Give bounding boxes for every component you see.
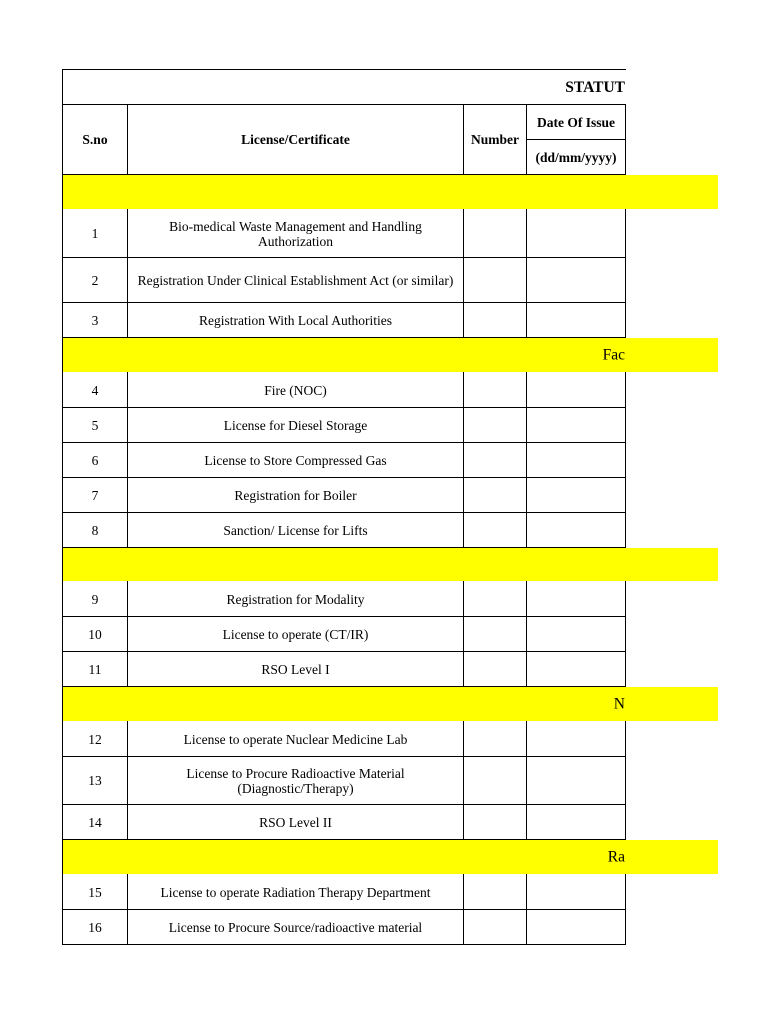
row-license-name: License to operate Nuclear Medicine Lab xyxy=(183,731,408,747)
grid-line-vertical xyxy=(463,721,464,757)
grid-line-vertical xyxy=(625,756,626,805)
grid-line-vertical xyxy=(526,909,527,945)
grid-line-vertical xyxy=(526,407,527,443)
row-number-cell[interactable] xyxy=(464,258,526,302)
grid-line-vertical xyxy=(127,804,128,840)
row-date-cell[interactable] xyxy=(527,373,625,407)
grid-line-vertical xyxy=(526,512,527,548)
row-sno: 13 xyxy=(88,773,102,788)
row-date-cell[interactable] xyxy=(527,303,625,337)
grid-line-vertical xyxy=(62,302,63,338)
row-date-cell[interactable] xyxy=(527,805,625,839)
row-date-cell[interactable] xyxy=(527,478,625,512)
grid-line-vertical xyxy=(625,874,626,910)
grid-line-vertical xyxy=(62,512,63,548)
grid-line-vertical xyxy=(127,372,128,408)
grid-line-vertical xyxy=(62,209,63,258)
grid-line-vertical xyxy=(127,257,128,303)
grid-line-vertical xyxy=(463,651,464,687)
grid-line-vertical xyxy=(463,616,464,652)
grid-line-vertical xyxy=(127,104,128,175)
grid-line-vertical xyxy=(526,209,527,258)
row-license-name: Registration for Boiler xyxy=(234,487,357,503)
grid-line-vertical xyxy=(526,804,527,840)
grid-line-vertical xyxy=(526,756,527,805)
grid-line-vertical xyxy=(625,804,626,840)
grid-line-vertical xyxy=(463,477,464,513)
grid-line-vertical xyxy=(625,651,626,687)
grid-line-horizontal xyxy=(62,756,626,757)
grid-line-vertical xyxy=(625,104,626,175)
grid-line-vertical xyxy=(127,616,128,652)
grid-line-vertical xyxy=(127,721,128,757)
grid-line-vertical xyxy=(463,104,464,175)
grid-line-vertical xyxy=(463,874,464,910)
grid-line-horizontal xyxy=(62,302,626,303)
row-license-name: License for Diesel Storage xyxy=(223,417,368,433)
section-label: Fac xyxy=(602,346,625,364)
row-license-name: License to Store Compressed Gas xyxy=(204,452,387,468)
row-sno: 15 xyxy=(88,884,102,900)
grid-line-horizontal xyxy=(62,477,626,478)
grid-line-vertical xyxy=(127,209,128,258)
row-sno: 14 xyxy=(88,814,102,830)
row-date-cell[interactable] xyxy=(527,443,625,477)
grid-line-vertical xyxy=(127,651,128,687)
row-license-name: Fire (NOC) xyxy=(264,382,327,398)
row-license-name: RSO Level I xyxy=(261,661,330,677)
grid-line-vertical xyxy=(625,209,626,258)
row-license-name: License to operate Radiation Therapy Department xyxy=(160,884,431,900)
row-license-name: Registration Under Clinical Establishment Act (or similar) xyxy=(137,272,454,288)
grid-line-horizontal xyxy=(62,651,626,652)
section-band xyxy=(63,175,718,209)
row-date-cell[interactable] xyxy=(527,652,625,686)
row-date-cell[interactable] xyxy=(527,258,625,302)
grid-line-vertical xyxy=(526,372,527,408)
section-band xyxy=(63,338,718,372)
grid-line-vertical xyxy=(625,442,626,478)
row-number-cell[interactable] xyxy=(464,513,526,547)
grid-line-vertical xyxy=(526,581,527,617)
grid-line-horizontal xyxy=(62,547,626,548)
row-sno: 2 xyxy=(91,272,99,288)
grid-line-horizontal xyxy=(62,804,626,805)
section-band xyxy=(63,548,718,581)
grid-line-vertical xyxy=(127,407,128,443)
row-license-name: Registration for Modality xyxy=(226,591,365,607)
grid-line-vertical xyxy=(127,909,128,945)
row-sno: 4 xyxy=(91,382,99,398)
grid-line-vertical xyxy=(625,512,626,548)
grid-line-horizontal xyxy=(62,69,626,70)
row-sno: 10 xyxy=(88,626,102,642)
grid-line-vertical xyxy=(526,651,527,687)
grid-line-vertical xyxy=(463,257,464,303)
row-sno: 16 xyxy=(88,919,102,935)
section-label: N xyxy=(613,695,625,713)
grid-line-horizontal xyxy=(62,839,626,840)
grid-line-vertical xyxy=(526,721,527,757)
grid-line-vertical xyxy=(526,302,527,338)
row-number-cell[interactable] xyxy=(464,805,526,839)
grid-line-vertical xyxy=(625,407,626,443)
grid-line-vertical xyxy=(463,407,464,443)
grid-line-vertical xyxy=(62,407,63,443)
row-date-cell[interactable] xyxy=(527,513,625,547)
grid-line-vertical xyxy=(62,69,63,175)
section-band xyxy=(63,687,718,721)
row-date-cell[interactable] xyxy=(527,408,625,442)
grid-line-vertical xyxy=(625,372,626,408)
row-number-cell[interactable] xyxy=(464,910,526,944)
grid-line-vertical xyxy=(526,616,527,652)
grid-line-vertical xyxy=(62,477,63,513)
row-sno: 11 xyxy=(88,661,102,677)
header-date-format: (dd/mm/yyyy) xyxy=(535,149,617,165)
row-date-cell[interactable] xyxy=(527,910,625,944)
row-license-name: License to operate (CT/IR) xyxy=(222,626,369,642)
row-date-cell[interactable] xyxy=(527,875,625,909)
row-number-cell[interactable] xyxy=(464,757,526,804)
row-number-cell[interactable] xyxy=(464,373,526,407)
grid-line-vertical xyxy=(625,721,626,757)
row-number-cell[interactable] xyxy=(464,875,526,909)
grid-line-vertical xyxy=(62,721,63,757)
grid-line-horizontal xyxy=(62,174,626,175)
grid-line-vertical xyxy=(463,302,464,338)
grid-line-horizontal xyxy=(62,257,626,258)
row-number-cell[interactable] xyxy=(464,408,526,442)
grid-line-vertical xyxy=(62,372,63,408)
grid-line-vertical xyxy=(127,477,128,513)
row-date-cell[interactable] xyxy=(527,757,625,804)
header-number: Number xyxy=(471,132,519,147)
grid-line-vertical xyxy=(62,174,63,210)
grid-line-horizontal xyxy=(62,686,626,687)
grid-line-vertical xyxy=(526,874,527,910)
grid-line-vertical xyxy=(62,909,63,945)
grid-line-horizontal xyxy=(62,337,626,338)
grid-line-vertical xyxy=(625,302,626,338)
grid-line-horizontal xyxy=(62,512,626,513)
row-number-cell[interactable] xyxy=(464,582,526,616)
row-date-cell[interactable] xyxy=(527,617,625,651)
grid-line-vertical xyxy=(463,512,464,548)
section-label: Ra xyxy=(607,848,625,866)
row-license-name: License to Procure Radioactive Material (Diagnostic/Therapy) xyxy=(186,765,405,796)
grid-line-vertical xyxy=(625,581,626,617)
grid-line-vertical xyxy=(62,616,63,652)
grid-line-vertical xyxy=(127,302,128,338)
grid-line-horizontal xyxy=(62,104,626,105)
grid-line-vertical xyxy=(62,257,63,303)
row-number-cell[interactable] xyxy=(464,722,526,756)
grid-line-vertical xyxy=(625,909,626,945)
grid-line-vertical xyxy=(463,756,464,805)
grid-line-vertical xyxy=(463,372,464,408)
grid-line-vertical xyxy=(463,804,464,840)
header-license-certificate: License/Certificate xyxy=(241,132,350,147)
grid-line-horizontal xyxy=(62,407,626,408)
row-number-cell[interactable] xyxy=(464,303,526,337)
grid-line-vertical xyxy=(62,839,63,875)
grid-line-vertical xyxy=(127,512,128,548)
grid-line-vertical xyxy=(463,209,464,258)
row-sno: 12 xyxy=(88,731,102,747)
row-number-cell[interactable] xyxy=(464,617,526,651)
grid-line-vertical xyxy=(463,581,464,617)
row-number-cell[interactable] xyxy=(464,478,526,512)
grid-line-horizontal xyxy=(526,139,626,140)
grid-line-horizontal xyxy=(62,442,626,443)
grid-line-vertical xyxy=(62,874,63,910)
row-date-cell[interactable] xyxy=(527,722,625,756)
grid-line-horizontal xyxy=(62,909,626,910)
grid-line-vertical xyxy=(127,581,128,617)
row-number-cell[interactable] xyxy=(464,652,526,686)
row-sno: 1 xyxy=(91,226,99,241)
row-sno: 9 xyxy=(91,591,99,607)
row-date-cell[interactable] xyxy=(527,582,625,616)
grid-line-vertical xyxy=(127,756,128,805)
row-sno: 3 xyxy=(91,312,99,328)
header-sno: S.no xyxy=(82,132,108,147)
grid-line-vertical xyxy=(127,442,128,478)
row-license-name: Registration With Local Authorities xyxy=(198,312,393,328)
section-band xyxy=(63,840,718,874)
row-number-cell[interactable] xyxy=(464,443,526,477)
grid-line-vertical xyxy=(62,686,63,722)
grid-line-horizontal xyxy=(62,944,626,945)
header-date-of-issue: Date Of Issue xyxy=(537,114,615,130)
row-sno: 6 xyxy=(91,452,99,468)
grid-line-vertical xyxy=(625,616,626,652)
grid-line-vertical xyxy=(526,104,527,175)
sheet-title: STATUT xyxy=(565,78,625,96)
grid-line-vertical xyxy=(625,477,626,513)
row-license-name: Bio-medical Waste Management and Handling Authorization xyxy=(169,218,422,249)
grid-line-vertical xyxy=(62,337,63,373)
grid-line-horizontal xyxy=(62,616,626,617)
grid-line-vertical xyxy=(62,756,63,805)
grid-line-vertical xyxy=(526,257,527,303)
row-date-cell[interactable] xyxy=(527,210,625,257)
grid-line-vertical xyxy=(62,651,63,687)
row-number-cell[interactable] xyxy=(464,210,526,257)
row-sno: 5 xyxy=(91,417,99,433)
grid-line-vertical xyxy=(62,581,63,617)
grid-line-vertical xyxy=(127,874,128,910)
grid-line-vertical xyxy=(62,547,63,582)
row-license-name: RSO Level II xyxy=(259,814,332,830)
grid-line-vertical xyxy=(526,442,527,478)
grid-line-vertical xyxy=(62,804,63,840)
grid-line-vertical xyxy=(62,442,63,478)
row-sno: 8 xyxy=(91,522,99,538)
grid-line-vertical xyxy=(625,257,626,303)
row-sno: 7 xyxy=(91,487,99,503)
grid-line-vertical xyxy=(526,477,527,513)
grid-line-vertical xyxy=(463,442,464,478)
row-license-name: License to Procure Source/radioactive material xyxy=(168,919,423,935)
grid-line-vertical xyxy=(463,909,464,945)
row-license-name: Sanction/ License for Lifts xyxy=(223,522,368,538)
